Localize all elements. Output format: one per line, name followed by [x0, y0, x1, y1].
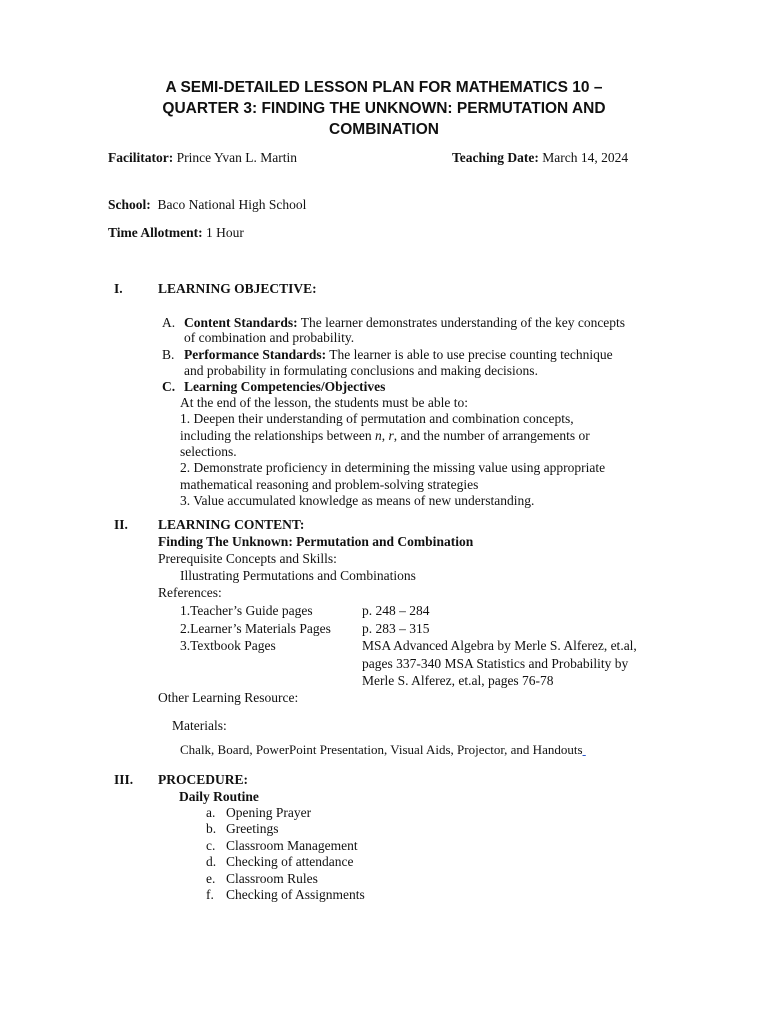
reference-2-label: 2.Learner’s Materials Pages: [180, 621, 331, 636]
objective-1-line-1: 1. Deepen their understanding of permutation and combination concepts,: [180, 411, 574, 426]
section-1-heading: LEARNING OBJECTIVE:: [158, 281, 317, 296]
performance-standards: Performance Standards: The learner is able to use precise counting technique: [184, 347, 613, 362]
list-marker-c: C.: [162, 379, 176, 394]
routine-item: Greetings: [226, 821, 279, 836]
references-label: References:: [158, 585, 222, 600]
reference-2-value: p. 283 – 315: [362, 621, 430, 636]
reference-3-line-1: MSA Advanced Algebra by Merle S. Alferez, et.al,: [362, 638, 637, 653]
time-allotment-label: Time Allotment:: [108, 225, 203, 240]
prerequisite-label: Prerequisite Concepts and Skills:: [158, 551, 337, 566]
teaching-date-label: Teaching Date:: [452, 150, 539, 165]
section-3-number: III.: [114, 772, 134, 787]
routine-item: Classroom Management: [226, 838, 358, 853]
reference-1-value: p. 248 – 284: [362, 603, 430, 618]
routine-item: Opening Prayer: [226, 805, 312, 820]
objectives-intro: At the end of the lesson, the students must be able to:: [180, 395, 468, 410]
list-marker-a: A.: [162, 315, 176, 330]
reference-3-line-2: pages 337-340 MSA Statistics and Probability by: [362, 656, 629, 671]
document-title-line-3: COMBINATION: [329, 121, 439, 138]
objective-1-line-2: including the relationships between n, r, and the number of arrangements or: [180, 428, 590, 443]
section-2-number: II.: [114, 517, 128, 532]
prerequisite-value: Illustrating Permutations and Combinations: [180, 568, 416, 583]
school-value: Baco National High School: [157, 197, 307, 212]
school-row: [108, 197, 306, 213]
routine-marker: c.: [206, 838, 216, 853]
facilitator-row: [108, 150, 297, 166]
routine-item: Classroom Rules: [226, 871, 318, 886]
reference-1-label: 1.Teacher’s Guide pages: [180, 603, 313, 618]
section-1-number: I.: [114, 281, 123, 296]
objective-2-line-1: 2. Demonstrate proficiency in determining the missing value using appropriate: [180, 460, 606, 475]
materials-list: Chalk, Board, PowerPoint Presentation, Visual Aids, Projector, and Handouts: [180, 742, 583, 757]
facilitator-value: Prince Yvan L. Martin: [176, 150, 297, 165]
reference-3-line-3: Merle S. Alferez, et.al, pages 76-78: [362, 673, 554, 688]
routine-marker: f.: [206, 887, 214, 902]
routine-marker: b.: [206, 821, 217, 836]
time-allotment-value: 1 Hour: [206, 225, 244, 240]
objective-2-line-2: mathematical reasoning and problem-solving strategies: [180, 477, 479, 492]
routine-item: Checking of attendance: [226, 854, 354, 869]
section-2-heading: LEARNING CONTENT:: [158, 517, 305, 532]
objective-1-line-3: selections.: [180, 444, 237, 459]
document-title-line-1: A SEMI-DETAILED LESSON PLAN FOR MATHEMATICS 10 –: [165, 79, 603, 96]
routine-marker: a.: [206, 805, 216, 820]
lesson-topic: Finding The Unknown: Permutation and Combination: [158, 534, 474, 549]
objective-3: 3. Value accumulated knowledge as means of new understanding.: [180, 493, 535, 508]
time-allotment-row: [108, 225, 244, 241]
facilitator-label: Facilitator:: [108, 150, 174, 165]
content-standards-label: Content Standards:: [184, 315, 298, 330]
routine-marker: e.: [206, 871, 216, 886]
materials-label: Materials:: [172, 718, 227, 733]
school-label: School:: [108, 197, 151, 212]
section-3-heading: PROCEDURE:: [158, 772, 248, 787]
reference-3-label: 3.Textbook Pages: [180, 638, 276, 653]
routine-item: Checking of Assignments: [226, 887, 365, 902]
content-standards-cont: of combination and probability.: [184, 330, 355, 345]
performance-standards-label: Performance Standards:: [184, 347, 327, 362]
daily-routine-label: Daily Routine: [179, 789, 259, 804]
learning-competencies-label: Learning Competencies/Objectives: [184, 379, 386, 394]
other-resources-label: Other Learning Resource:: [158, 690, 299, 705]
teaching-date-row: [452, 150, 628, 166]
content-standards: Content Standards: The learner demonstrates understanding of the key concepts: [184, 315, 626, 330]
performance-standards-cont: and probability in formulating conclusions and making decisions.: [184, 363, 538, 378]
list-marker-b: B.: [162, 347, 175, 362]
document-title-line-2: QUARTER 3: FINDING THE UNKNOWN: PERMUTATION AND: [162, 100, 606, 117]
routine-marker: d.: [206, 854, 217, 869]
teaching-date-value: March 14, 2024: [542, 150, 629, 165]
